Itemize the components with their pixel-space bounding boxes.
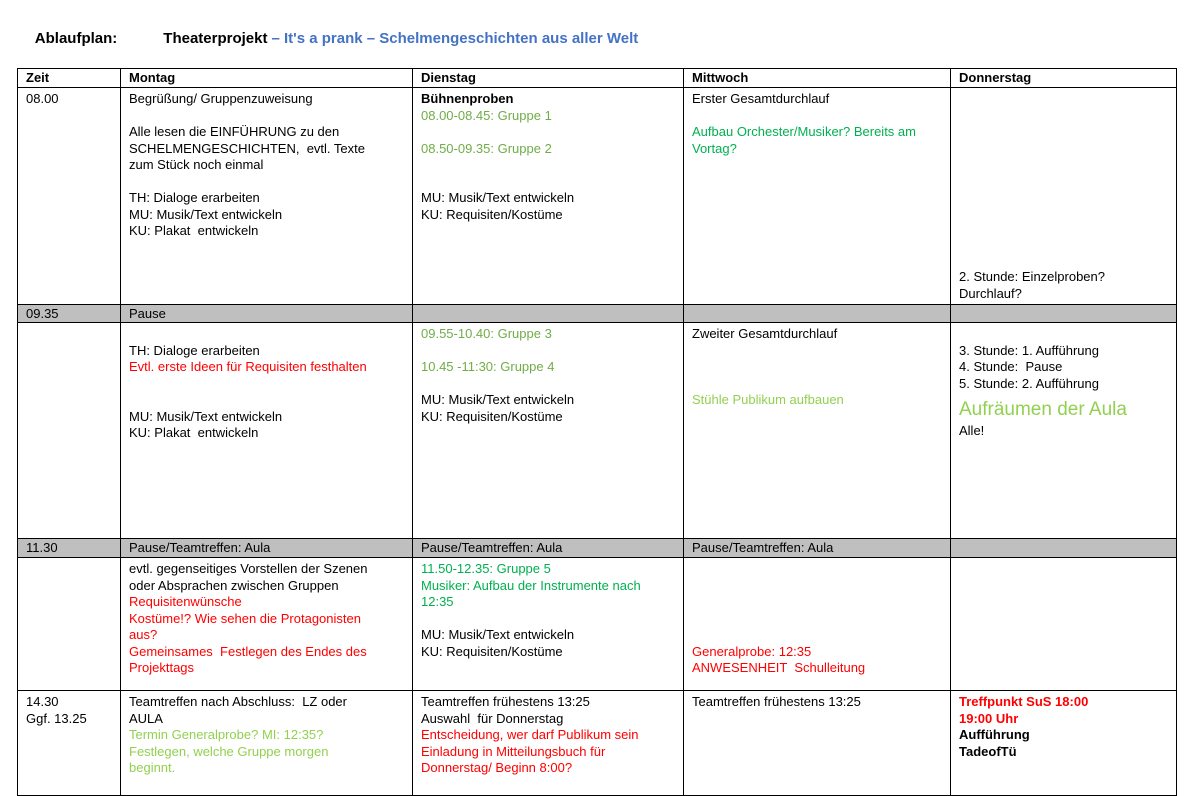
cell-row3-mittwoch [684, 323, 951, 539]
cell-row1-mittwoch [684, 88, 951, 305]
text-line: MU: Musik/Text entwickeln [421, 190, 575, 205]
text-line: Ggf. 13.25 [26, 710, 87, 726]
text-line [129, 174, 406, 191]
column-header-zeit: Zeit [18, 69, 121, 88]
text-line: aus? [129, 627, 158, 642]
schedule-table-header [18, 69, 1177, 88]
text-line: Einladung in Mitteilungsbuch für [421, 743, 606, 759]
cell-row6-zeit [18, 691, 121, 796]
text-line [421, 157, 677, 174]
cell-row5-mittwoch [684, 558, 951, 691]
text-line: 5. Stunde: 2. Aufführung [959, 375, 1099, 391]
text-line: 08.50-09.35: Gruppe 2 [421, 140, 552, 156]
text-line [129, 326, 406, 343]
text-line: 08.00-08.45: Gruppe 1 [421, 107, 552, 123]
text-line: Stühle Publikum aufbauen [692, 392, 844, 407]
text-line: Requisitenwünsche [129, 594, 242, 609]
text-line: 11.30 [26, 540, 58, 555]
text-line: Evtl. erste Ideen für Requisiten festhalten [129, 359, 367, 374]
cell-row3-zeit [18, 323, 121, 539]
text-line: Teamtreffen frühestens 13:25 [692, 694, 861, 709]
column-header-mittwoch: Mittwoch [684, 69, 951, 88]
cell-row5-zeit [18, 558, 121, 691]
text-line: 09.35 [26, 305, 59, 321]
column-header-montag: Montag [121, 69, 413, 88]
cell-row2-donnerstag [951, 305, 1177, 323]
text-line [692, 611, 944, 628]
cell-row4-zeit [18, 539, 121, 558]
schedule-table [17, 68, 1177, 796]
text-line: Entscheidung, wer darf Publikum sein [421, 727, 639, 742]
text-line: AULA [129, 710, 163, 726]
text-line: Vortag? [692, 140, 737, 156]
text-line [129, 392, 406, 409]
cell-row6-donnerstag [951, 691, 1177, 796]
column-header-donnerstag: Donnerstag [951, 69, 1177, 88]
text-line [421, 174, 677, 191]
cell-row4-montag [121, 539, 413, 558]
break-row [18, 539, 1177, 558]
title-label: Ablaufplan: [34, 30, 118, 47]
text-line: Teamtreffen nach Abschluss: LZ oder [129, 694, 347, 709]
text-line: KU: Plakat entwickeln [129, 223, 259, 238]
schedule-row [18, 88, 1177, 305]
text-line: 08.00 [26, 91, 59, 106]
text-line: 11.50-12.35: Gruppe 5 [421, 561, 551, 576]
text-line: Alle! [959, 423, 985, 438]
text-line: KU: Requisiten/Kostüme [421, 643, 563, 659]
column-header-dienstag: Dienstag [413, 69, 684, 88]
text-line: Pause/Teamtreffen: Aula [129, 540, 271, 555]
text-line: Musiker: Aufbau der Instrumente nach [421, 577, 641, 593]
cell-row2-mittwoch [684, 305, 951, 323]
text-line: MU: Musik/Text entwickeln [421, 627, 575, 642]
cell-row1-zeit [18, 88, 121, 305]
text-line [421, 376, 677, 393]
text-line [129, 376, 406, 393]
text-line: Pause/Teamtreffen: Aula [421, 540, 563, 555]
title-project: Theaterprojekt [163, 30, 268, 47]
text-line [692, 594, 944, 611]
text-line [692, 343, 944, 360]
cell-row5-montag [121, 558, 413, 691]
text-line: TH: Dialoge erarbeiten [129, 342, 260, 358]
cell-row4-donnerstag [951, 539, 1177, 558]
text-line: Donnerstag/ Beginn 8:00? [421, 760, 573, 775]
text-line: 3. Stunde: 1. Aufführung [959, 342, 1099, 358]
text-line [692, 376, 944, 393]
text-line: TadeofTü [959, 743, 1017, 759]
text-line: 4. Stunde: Pause [959, 359, 1063, 374]
text-line: Festlegen, welche Gruppe morgen [129, 743, 329, 759]
text-line: 12:35 [421, 594, 454, 609]
text-line: Gemeinsames Festlegen des Endes des [129, 643, 367, 659]
break-row [18, 305, 1177, 323]
text-line: KU: Requisiten/Kostüme [421, 206, 563, 222]
text-line: Auswahl für Donnerstag [421, 710, 564, 726]
schedule-row [18, 691, 1177, 796]
schedule-table-body [18, 88, 1177, 796]
cell-row2-montag [121, 305, 413, 323]
text-line [421, 124, 677, 141]
text-line [129, 108, 406, 125]
text-line [692, 627, 944, 644]
text-line: Aufräumen der Aula [959, 399, 1127, 420]
cell-row6-mittwoch [684, 691, 951, 796]
header-row [18, 69, 1177, 88]
text-line: MU: Musik/Text entwickeln [129, 408, 283, 424]
text-line: Pause/Teamtreffen: Aula [692, 540, 834, 555]
schedule-row [18, 323, 1177, 539]
text-line: Generalprobe: 12:35 [692, 643, 812, 659]
text-line: Pause [129, 305, 166, 321]
text-line: Alle lesen die EINFÜHRUNG zu den [129, 124, 340, 139]
text-line: KU: Requisiten/Kostüme [421, 408, 563, 424]
cell-row3-donnerstag [951, 323, 1177, 539]
text-line: SCHELMENGESCHICHTEN, evtl. Texte [129, 140, 365, 156]
text-line: 19:00 Uhr [959, 710, 1019, 726]
text-line: 10.45 -11:30: Gruppe 4 [421, 359, 555, 374]
cell-row5-dienstag [413, 558, 684, 691]
text-line [421, 343, 677, 360]
text-line: Begrüßung/ Gruppenzuweisung [129, 91, 313, 106]
text-line: 09.55-10.40: Gruppe 3 [421, 326, 552, 341]
text-line: evtl. gegenseitiges Vorstellen der Szenen [129, 561, 368, 576]
text-line: oder Absprachen zwischen Gruppen [129, 577, 339, 593]
cell-row1-donnerstag [951, 88, 1177, 305]
text-line: Durchlauf? [959, 285, 1022, 301]
cell-row4-dienstag [413, 539, 684, 558]
page-title [27, 13, 1189, 47]
title-subtitle: – It's a prank – Schelmengeschichten aus aller Welt [271, 30, 639, 47]
text-line: Termin Generalprobe? MI: 12:35? [129, 727, 324, 742]
text-line: Kostüme!? Wie sehen die Protagonisten [129, 610, 361, 626]
cell-row3-dienstag [413, 323, 684, 539]
text-line: TH: Dialoge erarbeiten [129, 190, 260, 205]
text-line: 14.30 [26, 694, 59, 709]
cell-row6-montag [121, 691, 413, 796]
cell-row2-zeit [18, 305, 121, 323]
text-line: MU: Musik/Text entwickeln [129, 206, 283, 222]
text-line: Erster Gesamtdurchlauf [692, 91, 830, 106]
text-line: Treffpunkt SuS 18:00 [959, 694, 1089, 709]
cell-row5-donnerstag [951, 558, 1177, 691]
cell-row2-dienstag [413, 305, 684, 323]
cell-row6-dienstag [413, 691, 684, 796]
text-line [692, 359, 944, 376]
cell-row4-mittwoch [684, 539, 951, 558]
text-line: KU: Plakat entwickeln [129, 425, 259, 440]
text-line [959, 326, 1170, 343]
text-line: MU: Musik/Text entwickeln [421, 392, 575, 407]
text-line: Aufbau Orchester/Musiker? Bereits am [692, 124, 916, 139]
text-line: Zweiter Gesamtdurchlauf [692, 326, 838, 341]
cell-row1-montag [121, 88, 413, 305]
text-line: Bühnenproben [421, 91, 514, 106]
text-line [692, 578, 944, 595]
text-line: zum Stück noch einmal [129, 157, 264, 172]
cell-row1-dienstag [413, 88, 684, 305]
text-line: ANWESENHEIT Schulleitung [692, 660, 866, 675]
text-line: beginnt. [129, 760, 176, 775]
schedule-row [18, 558, 1177, 691]
text-line: Teamtreffen frühestens 13:25 [421, 694, 590, 709]
text-line [692, 561, 944, 578]
text-line: Projekttags [129, 660, 195, 675]
cell-row3-montag [121, 323, 413, 539]
text-line [692, 108, 944, 125]
text-line: Aufführung [959, 727, 1030, 742]
text-line [421, 611, 677, 628]
text-line: 2. Stunde: Einzelproben? [959, 269, 1105, 284]
